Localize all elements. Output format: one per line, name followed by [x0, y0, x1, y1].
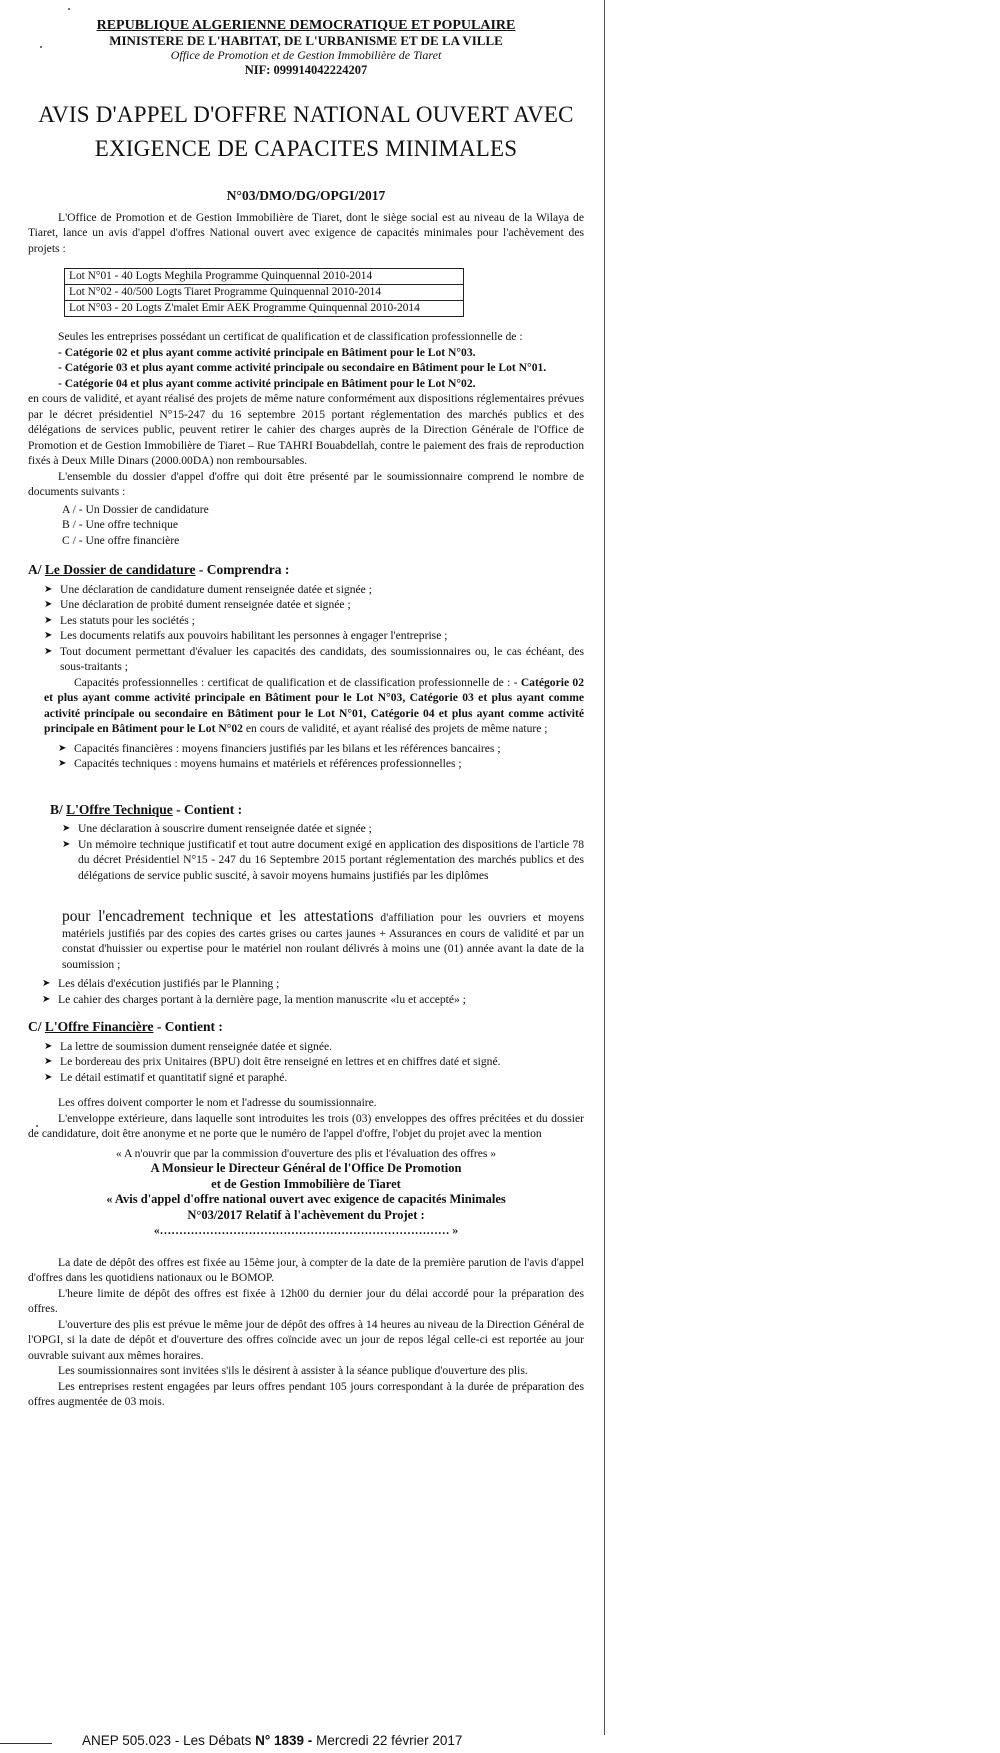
closing-paragraph: Les entreprises restent engagées par leurs offres pendant 105 jours correspondant à la durée de préparation des offres augmentée de 03 mois.	[28, 1379, 584, 1408]
notice-body	[28, 18, 584, 1410]
section-suffix: - Contient :	[156, 1019, 223, 1034]
table-row	[65, 285, 464, 301]
arrow-bullet-icon: ➤	[42, 993, 51, 1005]
republic-line: REPUBLIQUE ALGERIENNE DEMOCRATIQUE ET POPULAIRE	[96, 18, 516, 33]
table-row	[65, 269, 464, 285]
category-line: - Catégorie 04 et plus ayant comme activité principale en Bâtiment pour le Lot N°02.	[58, 376, 476, 390]
section-c-heading	[28, 1019, 584, 1035]
footer-rule	[0, 1743, 52, 1744]
capacity-paragraph: Capacités professionnelles : certificat de qualification et de classification professionnelle de : - Catégorie 02 et plus ayant comme activité principale en Bâtiment pour le Lot N°03, Catégorie 03 et plus ayant comme activité principale ou secondaire en Bâtiment pour le Lot N°01, Catégorie 04 et plus ayant comme activité principale en Bâtiment pour le Lot N°02 en cours de validité, et ayant réalisé des projets de même nature ;	[44, 675, 585, 735]
list-item: ➤ Les délais d'exécution justifiés par le Planning ;	[42, 977, 280, 990]
arrow-bullet-icon: ➤	[58, 742, 67, 754]
footer-publication: ANEP 505.023 - Les Débats	[82, 1733, 252, 1748]
closing-paragraph: Les offres doivent comporter le nom et l'adresse du soumissionnaire.	[58, 1096, 377, 1109]
ministry-line: MINISTERE DE L'HABITAT, DE L'URBANISME ET DE LA VILLE	[109, 33, 503, 48]
section-b-heading	[50, 802, 584, 818]
intro-paragraph: L'Office de Promotion et de Gestion Immobilière de Tiaret, dont le siège social est au niveau de la Wilaya de Tiaret, lance un avis d'appel d'offres National ouvert avec exigence de capacités minimales pour l'achèvement des projets :	[28, 210, 584, 255]
arrow-bullet-icon: ➤	[44, 1056, 53, 1067]
envelope-mention: « A n'ouvrir que par la commission d'ouverture des plis et l'évaluation des offres »	[115, 1146, 497, 1160]
arrow-bullet-icon: ➤	[44, 614, 53, 626]
list-item: ➤ Capacités financières : moyens financiers justifiés par les bilans et les références bancaires ;	[58, 741, 501, 755]
issuer-header	[28, 18, 584, 78]
section-prefix: B/	[50, 801, 63, 817]
arrow-bullet-icon: ➤	[44, 599, 53, 610]
section-a-heading	[28, 562, 584, 578]
footer-date: Mercredi 22 février 2017	[316, 1733, 463, 1748]
eligibility-body: en cours de validité, et ayant réalisé des projets de même nature conformément aux dispositions réglementaires prévues par le décret présidentiel N°15-247 du 16 septembre 2015 portant réglementation des marchés publics et des délégations de services public, peuvent retirer le cahier des charges auprès de la Direction Générale de l'Office de Promotion et de Gestion Immobilière de Tiaret – Rue TAHRI Bouabdellah, contre le paiement des frais de reproduction fixés à Deux Mille Dinars (2000.00DA) non remboursables.	[28, 392, 584, 467]
list-item: B / - Une offre technique	[62, 518, 179, 531]
lot-cell: Lot N°01 - 40 Logts Meghila Programme Quinquennal 2010-2014	[65, 269, 464, 285]
envelope-object: N°03/2017 Relatif à l'achèvement du Projet :	[187, 1207, 425, 1222]
arrow-bullet-icon: ➤	[44, 1071, 53, 1083]
dossier-intro: L'ensemble du dossier d'appel d'offre qui doit être présenté par le soumissionnaire comprend le nombre de documents suivants :	[28, 469, 584, 498]
list-item: ➤ Capacités techniques : moyens humains et matériels et références professionnelles ;	[58, 757, 462, 770]
table-row	[65, 301, 464, 317]
section-suffix: - Comprendra :	[198, 562, 290, 577]
arrow-bullet-icon: ➤	[44, 630, 53, 641]
list-item: C / - Une offre financière	[62, 533, 180, 547]
arrow-bullet-icon: ➤	[42, 978, 51, 989]
section-b-list-2	[42, 976, 584, 1007]
section-a-list	[44, 582, 584, 675]
section-suffix: - Contient :	[176, 801, 243, 817]
list-item: ➤ La lettre de soumission dument renseignée datée et signée.	[44, 1039, 333, 1053]
notice-title-line1: AVIS D'APPEL D'OFFRE NATIONAL OUVERT AVEC	[38, 102, 574, 127]
arrow-bullet-icon: ➤	[44, 583, 53, 595]
envelope-object: « Avis d'appel d'offre national ouvert avec exigence de capacités Minimales	[106, 1192, 506, 1206]
notice-title	[28, 98, 584, 166]
arrow-bullet-icon: ➤	[44, 1040, 53, 1052]
section-title: L'Offre Financière	[44, 1019, 154, 1034]
list-item: ➤ Le détail estimatif et quantitatif signé et paraphé.	[44, 1070, 288, 1084]
footer-text	[82, 1733, 462, 1748]
office-line: Office de Promotion et de Gestion Immobilière de Tiaret	[170, 48, 442, 62]
arrow-bullet-icon: ➤	[44, 645, 53, 657]
envelope-recipient: et de Gestion Immobilière de Tiaret	[211, 1176, 401, 1191]
section-prefix: A/	[28, 562, 42, 577]
list-item: ➤ Le cahier des charges portant à la dernière page, la mention manuscrite «lu et accepté» ;	[42, 992, 466, 1006]
footer-issue: N° 1839 -	[255, 1733, 313, 1748]
envelope-recipient: A Monsieur le Directeur Général de l'Office De Promotion	[150, 1161, 462, 1175]
column-divider	[604, 0, 605, 1735]
closing-paragraph: L'ouverture des plis est prévue le même jour de dépôt des offres à 14 heures au niveau de la Direction Général de l'OPGI, si la date de dépôt et d'ouverture des offres coïncide avec un jour de repos légal celle-ci est reportée au jour ouvrable suivant aux mêmes horaires.	[28, 1317, 584, 1362]
notice-title-line2: EXIGENCE DE CAPACITES MINIMALES	[94, 136, 518, 161]
dossier-list	[62, 502, 584, 549]
section-title: L'Offre Technique	[66, 801, 173, 817]
closing-paragraph: L'heure limite de dépôt des offres est fixée à 12h00 du dernier jour du délai accordé pour la préparation des offres.	[28, 1286, 584, 1315]
section-b-list	[62, 821, 584, 883]
closing-paragraph: La date de dépôt des offres est fixée au 15ème jour, à compter de la date de la première parution de l'avis d'appel d'offres dans les quotidiens nationaux ou le BOMOP.	[28, 1255, 584, 1284]
section-title: Le Dossier de candidature	[44, 562, 196, 577]
list-item: ➤ Une déclaration à souscrire dument renseignée datée et signée ;	[62, 822, 372, 835]
list-item: ➤ Le bordereau des prix Unitaires (BPU) doit être renseigné en lettres et en chiffres daté et signé.	[44, 1055, 501, 1068]
list-item: ➤ Les statuts pour les sociétés ;	[44, 613, 195, 627]
list-item: ➤ Tout document permettant d'évaluer les capacités des candidats, des soumissionnaires ou, le cas échéant, des sous-traitants ;	[44, 644, 584, 673]
closing-paragraph: L'enveloppe extérieure, dans laquelle sont introduites les trois (03) enveloppes des offres précitées et du dossier de candidature, doit être anonyme et ne porte que le numéro de l'appel d'offre, l'objet du projet avec la mention	[28, 1111, 584, 1140]
page-footer	[0, 1733, 610, 1753]
eligibility-intro: Seules les entreprises possédant un certificat de qualification et de classification professionnelle de :	[58, 330, 523, 343]
category-line: - Catégorie 03 et plus ayant comme activité principale ou secondaire en Bâtiment pour le Lot N°01.	[58, 361, 547, 374]
envelope-blank: «………………………………………………………………… »	[153, 1224, 459, 1237]
lots-table	[64, 268, 464, 317]
list-item: ➤ Les documents relatifs aux pouvoirs habilitant les personnes à engager l'entreprise ;	[44, 629, 448, 642]
section-c-list	[44, 1039, 584, 1086]
arrow-bullet-icon: ➤	[62, 838, 71, 850]
arrow-bullet-icon: ➤	[58, 758, 67, 769]
section-a-list-2	[58, 741, 584, 772]
list-item: ➤ Une déclaration de candidature dument renseignée datée et signée ;	[44, 582, 372, 596]
lot-cell: Lot N°02 - 40/500 Logts Tiaret Programme Quinquennal 2010-2014	[65, 285, 464, 301]
section-prefix: C/	[28, 1019, 42, 1034]
lot-cell: Lot N°03 - 20 Logts Z'malet Emir AEK Programme Quinquennal 2010-2014	[65, 301, 464, 317]
nif-line: NIF: 099914042224207	[244, 63, 368, 77]
technical-continuation: pour l'encadrement technique et les attestations d'affiliation pour les ouvriers et moyens matériels justifiés par des copies des cartes grises ou cartes jaunes + Assurances en cours de validité et par un constat d'huissier ou expertise pour le matériel non roulant délivrés à moins une (01) année avant la date de la soumission ;	[62, 908, 585, 971]
scan-speck	[68, 8, 70, 10]
closing-paragraph: Les soumissionnaires sont invitées s'ils le désirent à assister à la séance publique d'ouverture des plis.	[58, 1364, 528, 1377]
arrow-bullet-icon: ➤	[62, 823, 71, 834]
list-item: ➤ Une déclaration de probité dument renseignée datée et signée ;	[44, 598, 351, 611]
list-item: A / - Un Dossier de candidature	[62, 502, 209, 516]
list-item: ➤ Un mémoire technique justificatif et tout autre document exigé en application des dispositions de l'article 78 du décret Présidentiel N°15 - 247 du 16 Septembre 2015 portant réglementation des marchés publics et des délégations de service public suscité, à savoir moyens humains justifiés par les diplômes	[62, 837, 584, 882]
notice-reference: N°03/DMO/DG/OPGI/2017	[226, 188, 386, 203]
category-line: - Catégorie 02 et plus ayant comme activité principale en Bâtiment pour le Lot N°03.	[58, 345, 476, 359]
